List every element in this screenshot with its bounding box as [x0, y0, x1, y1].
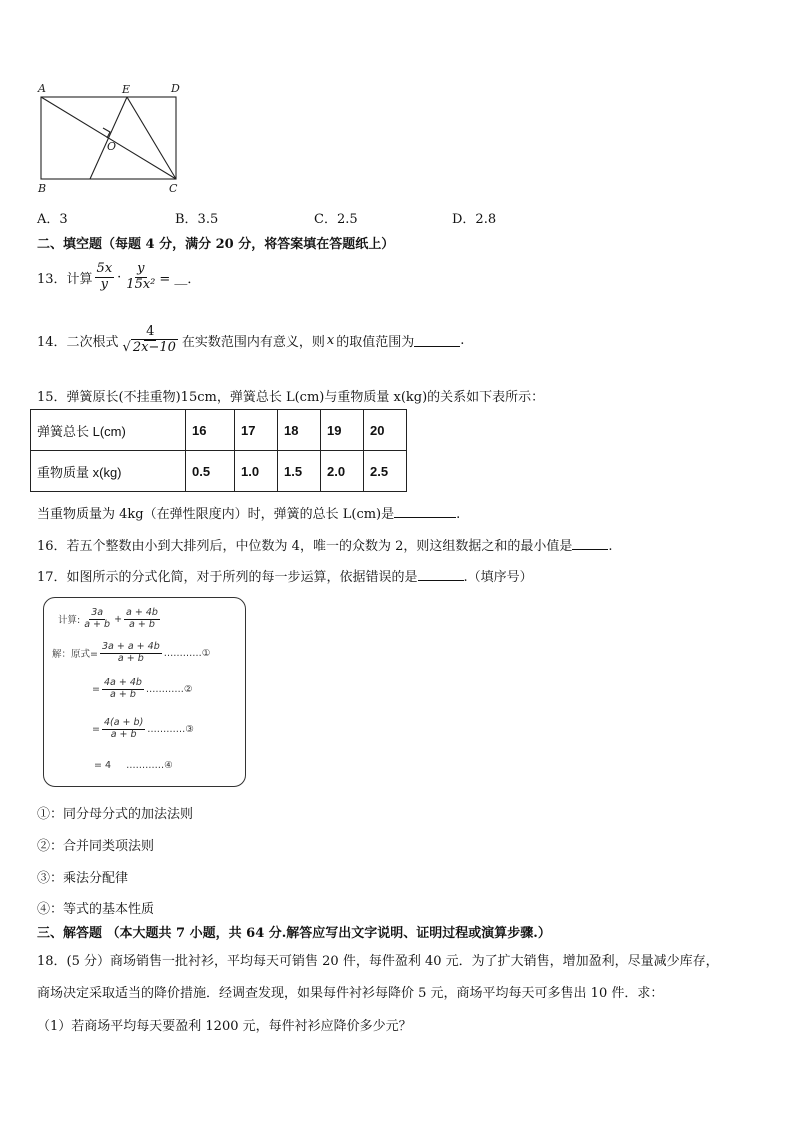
table-cell: 0.5	[186, 451, 235, 492]
step2-den: a + b	[110, 688, 136, 700]
rectangle-figure	[30, 78, 200, 200]
segment-be	[90, 97, 127, 179]
q17	[37, 566, 533, 585]
q14-suffix: 的取值范围为	[336, 334, 415, 350]
step1-den: a + b	[117, 652, 144, 664]
table-cell-label: 弹簧总长 L(cm)	[31, 410, 186, 451]
q15-after	[37, 503, 460, 522]
q14-fraction	[121, 325, 180, 356]
step2-mark: …………②	[145, 683, 193, 695]
table-cell: 18	[278, 410, 321, 451]
table-cell: 17	[235, 410, 278, 451]
q14-end: .	[460, 332, 465, 348]
q16-text: 16．若五个整数由小到大排列后，中位数为 4，唯一的众数为 2，则这组数据之和的最小值是	[37, 539, 573, 554]
q13-f1-denominator: y	[100, 276, 109, 292]
segment-ec	[127, 97, 176, 179]
step3-mark: …………③	[147, 723, 194, 735]
reason-4: ④：等式的基本性质	[37, 902, 155, 917]
q13-fraction-1	[95, 262, 115, 293]
reason-3: ③：乘法分配律	[37, 871, 129, 886]
q17-calculation-box: 计算: $\frac{3a}{a + b}$ + $\frac{a + 4b}{a + b}$ 解：原式= $\frac{3a + a + 4b}{a + b}$ …………① = $\frac{4a + 4b}{a + b}$ …………② = $\frac{4(a + b)}{a + b}$ …………③ = 4 …………④	[43, 597, 246, 787]
q14	[37, 325, 464, 356]
calc-t2-num: a + 4b	[126, 607, 158, 618]
q13: 13．计算 $\frac{5x}{y}$ · $\frac{y}{\text{15x²}}$ = ＿．	[37, 261, 201, 292]
reason-1: ①：同分母分式的加法法则	[37, 807, 194, 822]
q13-f2-numerator: y	[137, 261, 145, 276]
calc-label: 计算:	[58, 615, 81, 627]
reason-2: ②：合并同类项法则	[37, 839, 155, 854]
label-d: D	[171, 82, 180, 95]
q18-sub1: （1）若商场平均每天要盈利 1200 元，每件衬衫应降价多少元？	[37, 1019, 412, 1034]
q13-prefix: 13．计算	[37, 271, 93, 287]
table-cell: 2.5	[364, 451, 407, 492]
calc-plus: +	[114, 613, 123, 625]
q18-line1: 18．(5 分）商场销售一批衬衫，平均每天可销售 20 件，每件盈利 40 元．为了扩大销售，增加盈利，尽量减少库存，	[37, 954, 719, 969]
table-cell: 19	[321, 410, 364, 451]
q14-variable: x	[326, 332, 335, 348]
q14-text: 在实数范围内有意义，则	[181, 334, 325, 350]
q14-radicand: 2x−10	[132, 339, 176, 355]
calc-t1-den: a + b	[84, 618, 111, 630]
step1-num: 3a + a + 4b	[101, 641, 160, 652]
sqrt-icon: √ 2x−10	[122, 339, 176, 355]
table-cell: 1.0	[235, 451, 278, 492]
table-row	[31, 451, 407, 492]
q12-option-a: A．3	[37, 212, 68, 227]
q12-option-b: B．3.5	[175, 212, 219, 227]
q15-after-text: 当重物质量为 4kg（在弹性限度内）时，弹簧的总长 L(cm)是	[37, 507, 395, 522]
sol-label: 解：原式=	[52, 649, 98, 661]
calc-t1-num: 3a	[91, 607, 104, 618]
step4-text: = 4	[94, 760, 112, 771]
q13-f1-numerator: 5x	[96, 261, 113, 276]
q15-stem: 15．弹簧原长(不挂重物)15cm，弹簧总长 L(cm)与重物质量 x(kg)的关系如下表所示：	[37, 390, 545, 405]
q16-answer-blank[interactable]	[572, 537, 608, 550]
table-cell-label: 重物质量 x(kg)	[31, 451, 186, 492]
section2-title: 二、填空题（每题 4 分，满分 20 分，将答案填在答题纸上）	[37, 237, 395, 252]
q16	[37, 535, 613, 554]
table-cell: 16	[186, 410, 235, 451]
q14-numerator: 4	[146, 324, 155, 339]
q17-text: 17．如图所示的分式化简，对于所列的每一步运算，依据错误的是	[37, 570, 418, 585]
label-b: B	[38, 182, 47, 195]
section3-title: 三、解答题 （本大题共 7 小题，共 64 分.解答应写出文字说明、证明过程或演算步骤.）	[37, 926, 551, 941]
q13-fraction-2	[124, 262, 157, 293]
q12-option-c: C．2.5	[314, 212, 358, 227]
label-e: E	[122, 83, 131, 96]
q16-end: .	[608, 539, 613, 554]
q14-answer-blank[interactable]	[414, 334, 460, 347]
q12-option-d: D．2.8	[452, 212, 497, 227]
q15-answer-blank[interactable]	[394, 505, 456, 518]
q18-line2: 商场决定采取适当的降价措施．经调查发现，如果每件衬衫每降价 5 元，商场平均每天可多售出 10 件．求：	[37, 986, 664, 1001]
step1-mark: …………①	[163, 647, 211, 659]
q17-end: .（填序号）	[463, 570, 533, 585]
table-row	[31, 410, 407, 451]
q13-f2-denominator: 15x²	[126, 276, 156, 292]
step4-mark: …………④	[126, 760, 173, 771]
q14-prefix: 14．二次根式	[37, 334, 119, 350]
calc-t2-den: a + b	[129, 618, 155, 630]
label-o: O	[107, 140, 117, 153]
step3-den: a + b	[110, 728, 137, 740]
step2-num: 4a + 4b	[103, 677, 142, 688]
q15-after-end: .	[456, 507, 461, 522]
q15-table	[30, 409, 407, 492]
step3-num: 4(a + b)	[103, 717, 144, 728]
q13-suffix: = ＿．	[159, 271, 201, 287]
label-c: C	[169, 182, 178, 195]
table-cell: 2.0	[321, 451, 364, 492]
table-cell: 20	[364, 410, 407, 451]
table-cell: 1.5	[278, 451, 321, 492]
label-a: A	[38, 82, 46, 95]
q17-answer-blank[interactable]	[418, 568, 464, 581]
